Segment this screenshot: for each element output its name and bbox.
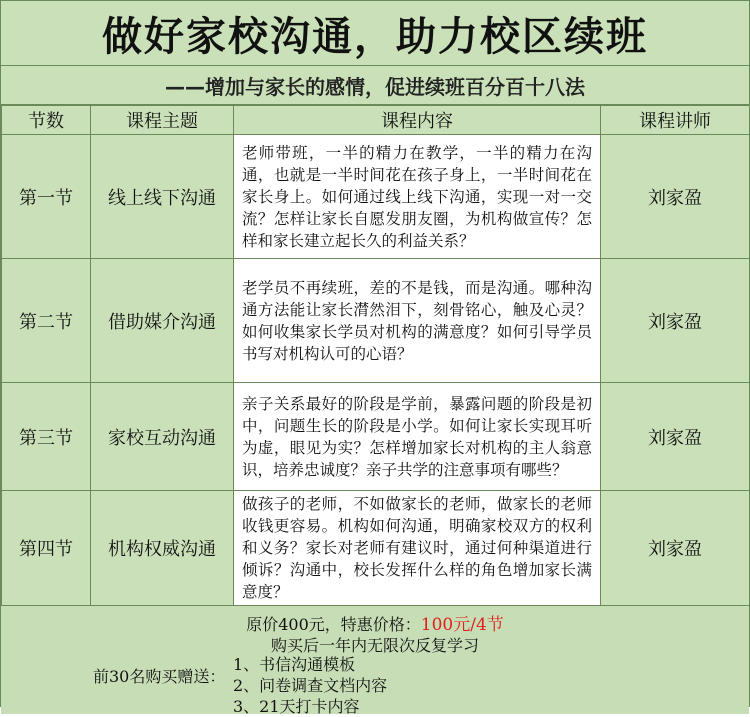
session-content: 老师带班，一半的精力在教学，一半的精力在沟通，也就是一半时间花在孩子身上，一半时间花在家长身上。如何通过线上线下沟通，实现一对一交流？怎样让家长自愿发朋友圈，为机构做宣传？怎样和家长建立起长久的利益关系？: [234, 135, 601, 259]
list-item: 3、21天打卡内容: [233, 697, 360, 716]
session-topic: 家校互动沟通: [91, 383, 234, 491]
table-row: [2, 259, 750, 383]
session-topic: 借助媒介沟通: [91, 259, 234, 383]
original-price: 原价400元，特惠价格：: [246, 615, 421, 634]
session-content: 老学员不再续班，差的不是钱，而是沟通。哪种沟通方法能让家长潸然泪下，刻骨铭心，触及心灵？如何收集家长学员对机构的满意度？如何引导学员书写对机构认可的心语？: [234, 259, 601, 383]
session-teacher: 刘家盈: [601, 135, 750, 259]
session-content: 亲子关系最好的阶段是学前，暴露问题的阶段是初中，问题生长的阶段是小学。如何让家长实现耳听为虚，眼见为实？怎样增加家长对机构的主人翁意识，培养忠诚度？亲子共学的注意事项有哪些？: [234, 383, 601, 491]
table-row: [2, 135, 750, 259]
session-number: 第一节: [2, 135, 91, 259]
session-topic: 线上线下沟通: [91, 135, 234, 259]
list-item: 1、书信沟通模板: [233, 655, 356, 674]
page-subtitle: ——增加与家长的感情，促进续班百分百十八法: [1, 66, 749, 105]
table-row: [2, 491, 750, 606]
column-header-teacher: 课程讲师: [601, 106, 750, 135]
price-line: [1, 610, 749, 635]
course-table: [1, 105, 750, 606]
table-header-row: [2, 106, 750, 135]
session-teacher: 刘家盈: [601, 259, 750, 383]
column-header-content: 课程内容: [234, 106, 601, 135]
session-topic: 机构权威沟通: [91, 491, 234, 606]
offer-footer: [1, 606, 749, 714]
gift-list: [233, 654, 387, 717]
page-title: 做好家校沟通，助力校区续班: [1, 1, 749, 66]
list-item: 2、问卷调查文档内容: [233, 676, 388, 695]
session-teacher: 刘家盈: [601, 383, 750, 491]
gift-label: 前30名购买赠送：: [93, 667, 226, 686]
session-number: 第三节: [2, 383, 91, 491]
session-number: 第二节: [2, 259, 91, 383]
table-row: [2, 383, 750, 491]
session-teacher: 刘家盈: [601, 491, 750, 606]
column-header-num: 节数: [2, 106, 91, 135]
special-price: 100元/4节: [420, 615, 504, 635]
session-number: 第四节: [2, 491, 91, 606]
column-header-topic: 课程主题: [91, 106, 234, 135]
unlimited-study-note: 购买后一年内无限次反复学习: [270, 636, 479, 655]
session-content: 做孩子的老师，不如做家长的老师，做家长的老师收钱更容易。机构如何沟通，明确家校双方的权利和义务？家长对老师有建议时，通过何种渠道进行倾诉？沟通中，校长发挥什么样的角色增加家长满意度？: [234, 491, 601, 606]
